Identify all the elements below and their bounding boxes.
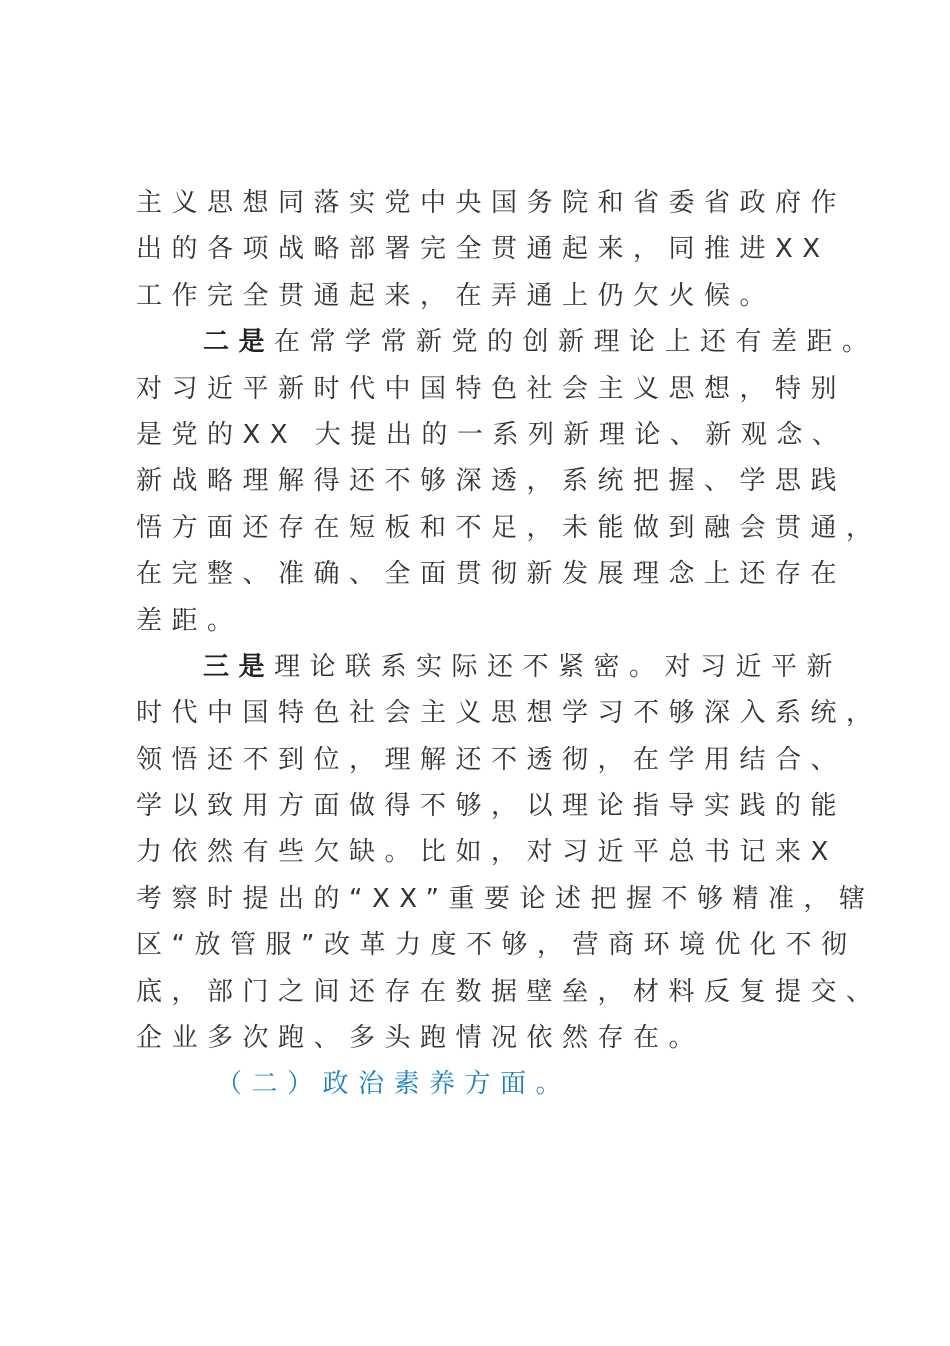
text-line [136,319,878,365]
paragraph-first-text: 理论联系实际还不紧密。对习近平新 [274,651,843,682]
paragraph-2 [136,319,882,644]
paragraph-lead: 二是 [203,327,275,358]
text-line: 工作完全贯通起来，在弄通上仍欠火候。 [136,280,776,311]
text-line: 学以致用方面做得不够，以理论指导实践的能 [136,791,847,822]
text-line: 出的各项战略部署完全贯通起来，同推进XX [136,234,830,265]
text-line: 新战略理解得还不够深透，系统把握、学思践 [136,466,847,497]
text-line: 悟方面还存在短板和不足，未能做到融会贯通， [136,512,882,543]
section-heading: （二）政治素养方面。 [216,1069,572,1100]
text-line: 力依然有些欠缺。比如，对习近平总书记来X [136,837,838,868]
text-line: 是党的XX 大提出的一系列新理论、新观念、 [136,419,848,450]
paragraph-1 [136,180,847,319]
text-line: 底，部门之间还存在数据壁垒，材料反复提交、 [136,976,882,1007]
text-line: 考察时提出的“XX”重要论述把握不够精准，辖 [136,883,875,914]
paragraph-first-text: 在常学常新党的创新理论上还有差距。 [274,327,878,358]
text-line: 在完整、准确、全面贯彻新发展理念上还存在 [136,559,847,590]
document-page [136,180,882,1108]
paragraph-lead: 三是 [203,651,275,682]
text-line: 领悟还不到位，理解还不透彻，在学用结合、 [136,744,847,775]
text-line: 差距。 [136,605,243,636]
text-line: 区“放管服”改革力度不够，营商环境优化不彻 [136,930,857,961]
text-line: 企业多次跑、多头跑情况依然存在。 [136,1023,705,1054]
paragraph-3 [136,644,882,1062]
text-line [136,644,843,690]
text-line: 时代中国特色社会主义思想学习不够深入系统， [136,698,882,729]
text-line: 对习近平新时代中国特色社会主义思想，特别 [136,373,847,404]
text-line: 主义思想同落实党中央国务院和省委省政府作 [136,188,847,218]
